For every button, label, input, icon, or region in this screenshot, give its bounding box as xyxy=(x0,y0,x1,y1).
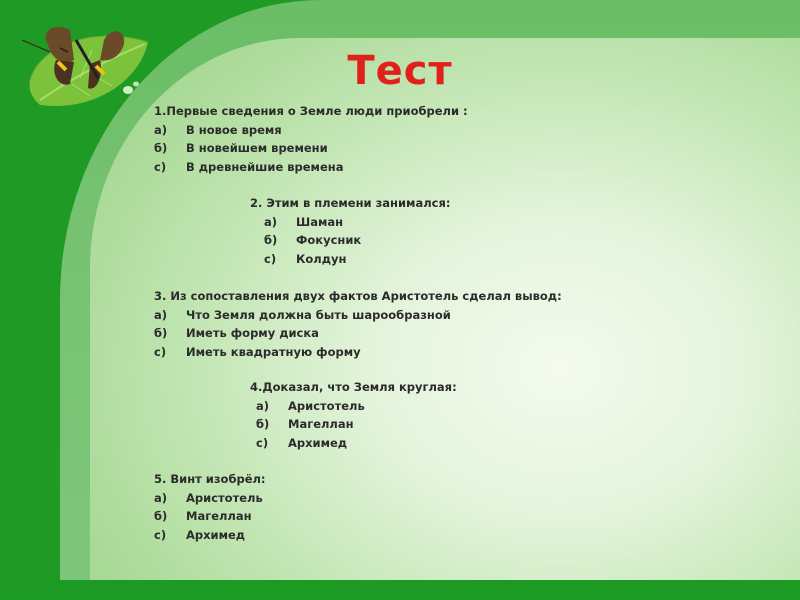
question-text: 1.Первые сведения о Земле люди приобрели : xyxy=(154,104,468,118)
answer-option: а) Аристотель xyxy=(256,398,365,413)
question-5 xyxy=(154,470,266,544)
question-text: 4.Доказал, что Земля круглая: xyxy=(250,380,457,394)
question-4 xyxy=(250,378,457,452)
answer-option: а) Шаман xyxy=(264,214,344,229)
question-text: 2. Этим в племени занимался: xyxy=(250,196,451,210)
footer-bar xyxy=(0,580,800,600)
answer-option: б) Магеллан xyxy=(154,509,252,523)
answer-option: с) В древнейшие времена xyxy=(154,159,344,174)
answer-option: с) Колдун xyxy=(264,251,347,266)
answer-option: б) Фокусник xyxy=(264,233,362,247)
answer-option: с) Архимед xyxy=(256,435,348,450)
slide-title: Тест xyxy=(347,48,453,94)
question-text: 5. Винт изобрёл: xyxy=(154,472,266,486)
answer-option: б) В новейшем времени xyxy=(154,141,328,155)
question-1 xyxy=(154,102,468,176)
question-2 xyxy=(250,194,450,268)
answer-option: а) Аристотель xyxy=(154,490,263,505)
answer-option: б) Иметь форму диска xyxy=(154,326,319,340)
answer-option: б) Магеллан xyxy=(256,417,354,431)
question-text: 3. Из сопоставления двух фактов Аристотель сделал вывод: xyxy=(154,289,562,303)
answer-option: с) Архимед xyxy=(154,527,246,542)
question-3 xyxy=(154,287,562,361)
answer-option: а) Что Земля должна быть шарообразной xyxy=(154,307,451,322)
answer-option: с) Иметь квадратную форму xyxy=(154,344,361,359)
answer-option: а) В новое время xyxy=(154,122,282,137)
